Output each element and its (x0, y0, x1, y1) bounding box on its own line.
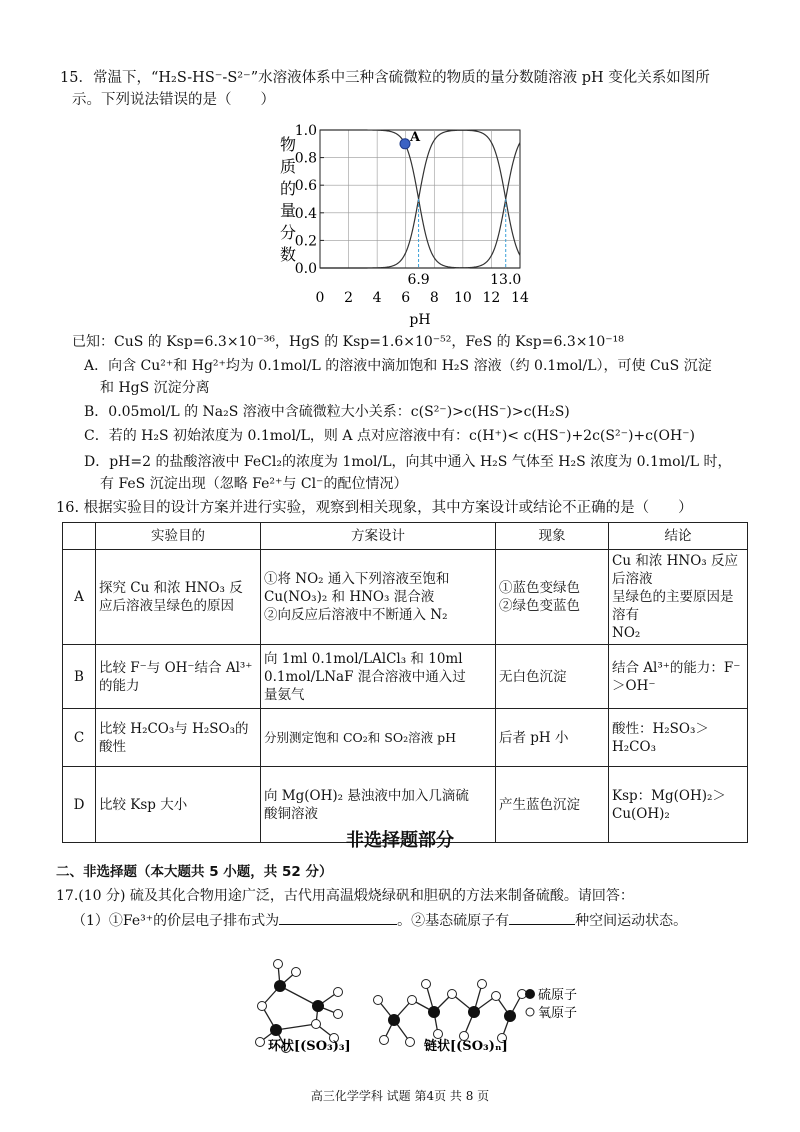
q15-option-c: C．若的 H₂S 初始浓度为 0.1mol/L，则 A 点对应溶液中有：c(H⁺)< c(HS⁻)+2c(S²⁻)+c(OH⁻) (84, 428, 696, 444)
experiment-table (62, 522, 748, 843)
q17-stem: 17.(10 分) 硫及其化合物用途广泛，古代用高温煅烧绿矾和胆矾的方法来制备硫酸。请回答： (56, 888, 634, 904)
svg-text:分: 分 (280, 223, 297, 242)
q15-stem-line1: 15．常温下，“H₂S-HS⁻-S²⁻”水溶液体系中三种含硫微粒的物质的量分数随溶液 pH 变化关系如图所 (60, 70, 710, 86)
answer-blank-1 (279, 910, 397, 925)
x-tick-label: 12 (482, 290, 501, 306)
cell-text: ①蓝色变绿色 (499, 580, 580, 596)
cell-text: Cu(NO₃)₂ 和 HNO₃ 混合液 (264, 589, 435, 605)
cell-text: 的能力 (99, 677, 140, 694)
plot-frame (320, 130, 520, 268)
x-tick-label: 10 (453, 290, 472, 306)
oxygen-atom (312, 1020, 321, 1029)
svg-text:质: 质 (280, 157, 297, 176)
oxygen-atom (448, 990, 457, 999)
q16-stem: 16. 根据实验目的设计方案并进行实验，观察到相关现象，其中方案设计或结论不正确的是（ ） (56, 500, 693, 516)
answer-blank-2 (509, 910, 575, 925)
y-tick-label: 0.8 (294, 150, 317, 167)
cell-text: ①将 NO₂ 通入下列溶液至饱和 (264, 571, 450, 587)
oxygen-atom (406, 1038, 415, 1047)
q15-option-d-line2: 有 FeS 沉淀出现（忽略 Fe²⁺与 Cl⁻的配位情况） (100, 476, 408, 492)
y-tick-label: 0.2 (294, 233, 317, 250)
q15-known: 已知：CuS 的 Ksp=6.3×10⁻³⁶，HgS 的 Ksp=1.6×10⁻⁵²，FeS 的 Ksp=6.3×10⁻¹⁸ (72, 334, 624, 350)
cell-text: 酸铜溶液 (264, 805, 318, 822)
q15-option-a-line1: A．向含 Cu²⁺和 Hg²⁺均为 0.1mol/L 的溶液中滴加饱和 H₂S 溶液（约 0.1mol/L），可使 CuS 沉淀 (84, 358, 712, 374)
oxygen-atom (408, 996, 417, 1005)
legend-oxygen-icon (526, 1008, 534, 1016)
sulfur-atom (312, 1000, 324, 1012)
row-label: D (63, 767, 96, 843)
x-tick-label: 2 (344, 290, 354, 306)
cell-text: 应后溶液呈绿色的原因 (99, 598, 234, 614)
table-header (63, 523, 96, 550)
sulfur-atom (388, 1014, 400, 1026)
svg-text:量: 量 (280, 201, 297, 220)
oxygen-atom (256, 1038, 265, 1047)
legend-oxygen-label: 氧原子 (538, 1006, 578, 1021)
x-axis-label: pH (409, 312, 431, 328)
section-title: 非选择题部分 (346, 830, 454, 851)
table-header: 现象 (496, 523, 609, 550)
oxygen-atom (374, 996, 383, 1005)
q17-part1c: 种空间运动状态。 (575, 913, 688, 929)
so3-structure-diagram (238, 950, 618, 1060)
q17-part1b: 。②基态硫原子有 (397, 913, 510, 929)
legend-sulfur-label: 硫原子 (538, 988, 578, 1003)
q15-option-b: B．0.05mol/L 的 Na₂S 溶液中含硫微粒大小关系：c(S²⁻)>c(HS⁻)>c(H₂S) (84, 404, 570, 420)
species-fraction-chart (268, 118, 538, 328)
oxygen-atom (492, 992, 501, 1001)
cell-text: 比较 H₂CO₃与 H₂SO₃的 (99, 720, 249, 737)
q15-option-a-line2: 和 HgS 沉淀分离 (100, 380, 210, 396)
cell-text: 0.1mol/LNaF 混合溶液中通入过 (264, 668, 466, 685)
y-tick-label: 1.0 (294, 123, 317, 139)
q15-option-d-line1: D．pH=2 的盐酸溶液中 FeCl₂的浓度为 1mol/L，向其中通入 H₂S 气体至 H₂S 浓度为 0.1mol/L 时， (84, 454, 732, 470)
table-header-row (63, 523, 748, 550)
sulfur-atom (270, 1024, 282, 1036)
oxygen-atom (434, 1030, 443, 1039)
table-row (63, 645, 748, 709)
q15-stem-line2: 示。下列说法错误的是（ ） (72, 92, 275, 108)
cell-text: 后者 pH 小 (499, 729, 569, 746)
x-tick-label: 14 (511, 290, 529, 306)
row-label: B (63, 645, 96, 709)
series-line-H2S (320, 130, 520, 268)
oxygen-atom (478, 980, 487, 989)
q17-part1a: （1）①Fe³⁺的价层电子排布式为 (72, 913, 280, 929)
oxygen-atom (334, 988, 343, 997)
x-tick-label: 6 (401, 290, 411, 306)
cell-text: 向 1ml 0.1mol/LAlCl₃ 和 10ml (264, 650, 463, 667)
oxygen-atom (274, 960, 283, 969)
oxygen-atom (334, 1010, 343, 1019)
cell-text: 酸性：H₂SO₃＞H₂CO₃ (612, 720, 709, 755)
cell-text: 比较 Ksp 大小 (99, 796, 188, 813)
svg-text:数: 数 (280, 245, 297, 264)
legend-sulfur-icon (525, 989, 535, 999)
svg-text:的: 的 (280, 179, 297, 198)
y-tick-label: 0.4 (294, 205, 317, 222)
cell-text: 向 Mg(OH)₂ 悬浊液中加入几滴硫 (264, 787, 469, 804)
cell-text: 比较 F⁻与 OH⁻结合 Al³⁺ (99, 659, 253, 676)
cell-text: NO₂ (612, 625, 641, 641)
pka-annotation: 13.0 (490, 272, 522, 288)
sulfur-atom (274, 980, 286, 992)
sulfur-atom (468, 1006, 480, 1018)
cell-text: Cu 和浓 HNO₃ 反应后溶液 (612, 553, 738, 587)
ring-label: 环状[(SO₃)₃] (268, 1039, 351, 1054)
cell-text: 产生蓝色沉淀 (499, 796, 580, 813)
x-tick-label: 8 (429, 290, 439, 306)
table-row (63, 550, 748, 645)
cell-text: 酸性 (99, 738, 126, 755)
y-tick-label: 0.0 (294, 261, 317, 277)
table-row (63, 709, 748, 767)
y-axis-label (280, 135, 296, 264)
row-label: A (63, 550, 96, 645)
point-a-marker (400, 139, 410, 149)
svg-text:物: 物 (280, 135, 297, 154)
series-line-HS- (320, 130, 520, 268)
cell-text: 量氨气 (264, 686, 305, 703)
oxygen-atom (380, 1036, 389, 1045)
table-header: 结论 (609, 523, 748, 550)
cell-text: 结合 Al³⁺的能力：F⁻＞OH⁻ (612, 659, 741, 694)
cell-text: ②向反应后溶液中不断通入 N₂ (264, 607, 448, 623)
chain-label: 链状[(SO₃)ₙ] (424, 1039, 508, 1054)
cell-text: 无白色沉淀 (499, 668, 567, 685)
section-heading: 二、非选择题（本大题共 5 小题，共 52 分） (56, 864, 333, 880)
point-a-label: A (410, 129, 421, 145)
page-footer: 高三化学学科 试题 第4页 共 8 页 (310, 1089, 490, 1103)
sulfur-atom (504, 1010, 516, 1022)
oxygen-atom (292, 968, 301, 977)
oxygen-atom (258, 1002, 267, 1011)
oxygen-atom (422, 980, 431, 989)
ring-bonds (260, 964, 338, 1048)
chain-atoms (374, 980, 527, 1047)
x-tick-label: 0 (315, 290, 325, 306)
sulfur-atom (428, 1006, 440, 1018)
cell-text: 探究 Cu 和浓 HNO₃ 反 (99, 580, 243, 596)
cell-text: 呈绿色的主要原因是溶有 (612, 589, 734, 623)
cell-text: Ksp：Mg(OH)₂＞Cu(OH)₂ (612, 787, 726, 822)
cell-text: 分别测定饱和 CO₂和 SO₂溶液 pH (264, 729, 456, 745)
x-tick-label: 4 (372, 290, 382, 306)
cell-text: ②绿色变蓝色 (499, 598, 580, 614)
table-header: 实验目的 (96, 523, 261, 550)
diagram-legend (525, 988, 577, 1021)
table-header: 方案设计 (261, 523, 496, 550)
y-tick-label: 0.6 (294, 178, 317, 195)
q17-part1 (72, 910, 687, 931)
pka-annotation: 6.9 (407, 272, 430, 288)
row-label: C (63, 709, 96, 767)
